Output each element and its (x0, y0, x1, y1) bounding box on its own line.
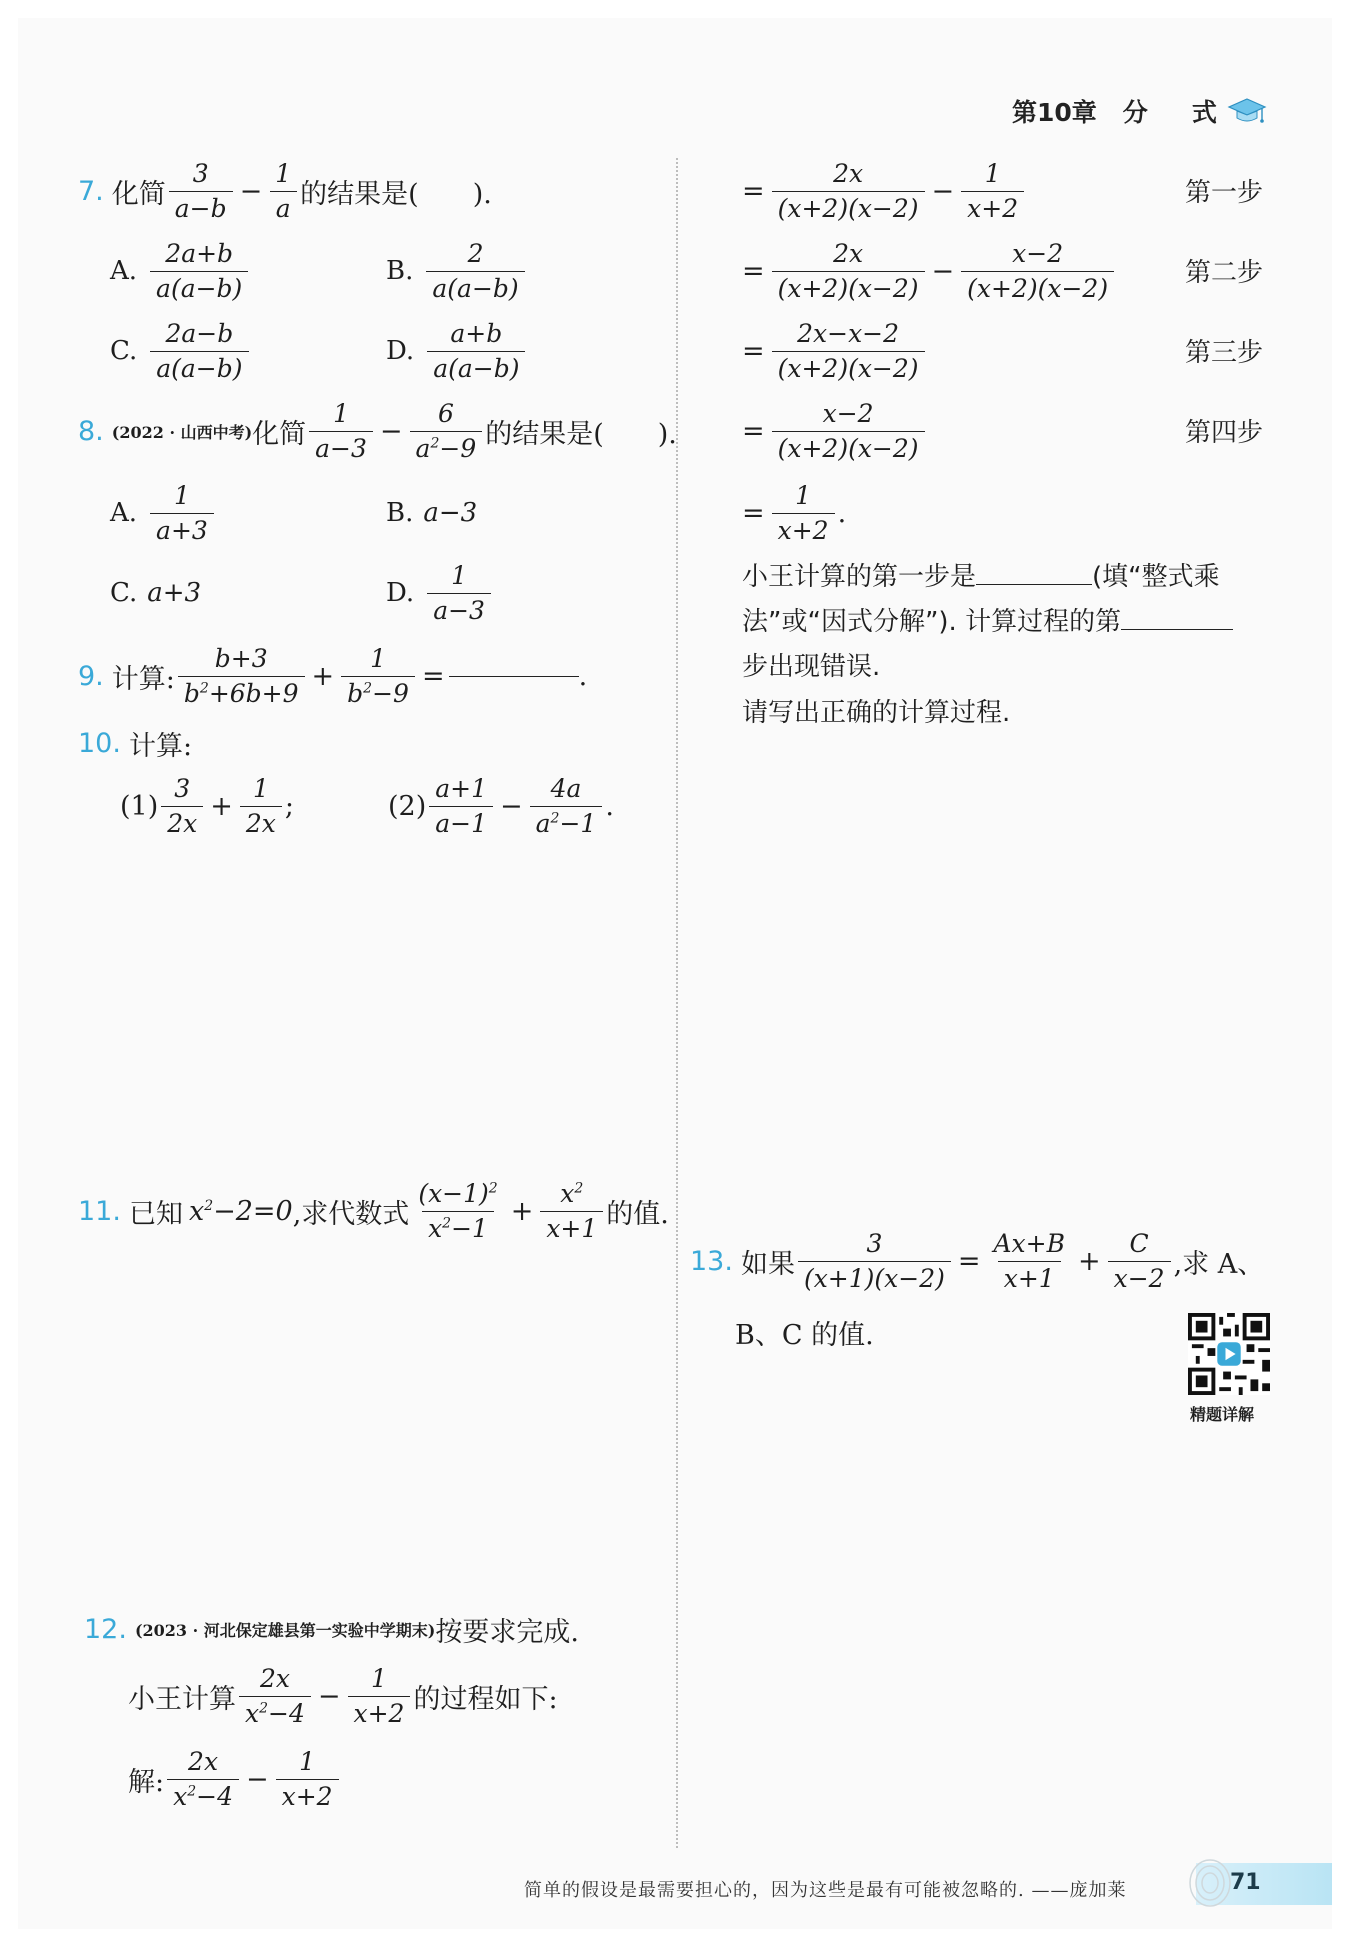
question-10 (78, 724, 192, 763)
option-expression: a+3 (147, 578, 202, 608)
rest: −4 (268, 1698, 305, 1728)
denominator: x+2 (961, 191, 1024, 223)
step-label: 第二步 (1185, 258, 1264, 288)
fraction (309, 400, 373, 462)
answer-blank-1[interactable] (976, 584, 1092, 585)
step-label: 第四步 (1185, 418, 1264, 448)
equals-sign: = (742, 335, 765, 367)
numerator: Ax+B (993, 1229, 1065, 1258)
option-c (110, 578, 201, 608)
denominator: (x+2)(x−2) (961, 271, 1114, 303)
question-10-part-2 (388, 775, 614, 837)
fraction (961, 160, 1024, 222)
numerator: 1 (371, 1664, 387, 1693)
fraction (269, 160, 297, 222)
base: b (183, 678, 200, 708)
option-b (386, 498, 477, 528)
denominator: a(a−b) (150, 351, 248, 383)
question-text: 已知 (128, 1198, 183, 1230)
denominator: (x+2)(x−2) (772, 351, 925, 383)
solution-step-1 (738, 160, 1027, 222)
denominator: a(a−b) (426, 271, 524, 303)
part-label: (2) (388, 790, 427, 822)
denominator: 2x (161, 806, 203, 838)
part-label: (1) (120, 790, 159, 822)
numerator: 4a (550, 774, 582, 803)
numerator: 1 (984, 159, 1001, 188)
option-c (110, 320, 252, 382)
fraction (772, 240, 925, 302)
base: x (188, 1195, 205, 1227)
fraction (239, 1665, 311, 1727)
exponent: 2 (574, 1180, 584, 1197)
numerator: 2x (259, 1664, 290, 1693)
fraction (988, 1230, 1071, 1292)
fraction (540, 1180, 603, 1242)
solution-label: 解: (128, 1766, 165, 1798)
question-12-prompt-line-4: 请写出正确的计算过程. (742, 698, 1011, 728)
fraction (772, 400, 925, 462)
fraction (348, 1665, 411, 1727)
question-text: 小王计算 (128, 1683, 236, 1715)
operator: + (1077, 1245, 1101, 1277)
question-12-prompt-line-2 (742, 601, 1233, 638)
spiral-icon (1188, 1858, 1232, 1908)
question-text: ,求 A、 (1173, 1248, 1265, 1280)
question-text: 的值. (606, 1198, 669, 1230)
denominator: a (270, 191, 297, 223)
rest: −2=0 (213, 1195, 293, 1227)
operator: + (210, 790, 233, 822)
chapter-label: 第10章 (1012, 98, 1097, 127)
numerator: 1 (275, 159, 292, 188)
question-12-solution-start (128, 1748, 342, 1810)
option-a (110, 482, 217, 544)
fraction (161, 775, 203, 837)
fraction (772, 160, 925, 222)
denominator: (x+2)(x−2) (772, 431, 925, 463)
denominator: a−3 (427, 593, 491, 625)
fraction (150, 482, 214, 544)
question-number: 12. (84, 1614, 127, 1645)
operator: − (931, 255, 955, 287)
denominator: x+2 (772, 513, 835, 545)
numerator: 1 (299, 1747, 316, 1776)
operator: − (239, 175, 263, 207)
prompt-text: (填“整式乘 (1092, 562, 1220, 592)
question-12-prompt-line-1 (742, 556, 1220, 593)
fraction (276, 1748, 339, 1810)
denominator (410, 431, 483, 463)
exponent: 2 (488, 1180, 498, 1197)
question-source: (2023 · 河北保定雄县第一实验中学期末) (134, 1621, 436, 1640)
option-label: B. (386, 256, 414, 286)
solution-final (738, 482, 846, 544)
option-label: D. (386, 336, 415, 366)
page-number: 71 (1230, 1870, 1261, 1895)
option-label: C. (110, 336, 138, 366)
solution-step-2 (738, 240, 1117, 302)
question-number: 13. (690, 1245, 733, 1277)
denominator: a−b (169, 191, 233, 223)
numerator: 2x (833, 159, 864, 188)
operator: − (931, 175, 955, 207)
numerator: 1 (173, 481, 190, 510)
denominator: 2x (240, 806, 282, 838)
numerator: 2 (467, 239, 484, 268)
chapter-title-char-2: 式 (1191, 98, 1217, 127)
question-number: 10. (78, 728, 121, 759)
denominator: x+1 (540, 1211, 603, 1243)
qr-code-icon[interactable] (1188, 1313, 1270, 1395)
question-number: 8. (78, 415, 104, 447)
numerator: 6 (437, 399, 454, 428)
denominator: a+3 (150, 513, 214, 545)
question-8 (78, 400, 677, 462)
numerator: x−2 (1012, 239, 1064, 268)
numerator: 2a+b (165, 239, 234, 268)
punctuation: ; (284, 790, 295, 822)
question-text: B、C 的值. (735, 1320, 874, 1351)
solution-step-3 (738, 320, 928, 382)
fraction (169, 160, 233, 222)
question-text: 计算: (128, 731, 193, 762)
operator: − (379, 415, 403, 447)
numerator: 1 (451, 561, 468, 590)
exponent: 2 (363, 680, 373, 697)
numerator: a+b (450, 319, 503, 348)
numerator: 1 (795, 481, 812, 510)
punctuation: . (605, 790, 614, 822)
denominator: a(a−b) (427, 351, 525, 383)
numerator: C (1129, 1229, 1149, 1258)
rest: −1 (559, 808, 597, 838)
denominator (239, 1696, 311, 1728)
denominator: (x+2)(x−2) (772, 271, 925, 303)
fraction (427, 320, 525, 382)
base: a (535, 808, 551, 838)
operator: − (246, 1763, 269, 1795)
question-11 (78, 1180, 669, 1242)
equals-sign: = (742, 255, 765, 287)
question-text: 的结果是( ). (485, 418, 677, 450)
question-number: 7. (78, 175, 104, 207)
denominator: (x+1)(x−2) (798, 1261, 951, 1293)
punctuation: . (837, 497, 847, 529)
question-text: 化简 (111, 178, 166, 210)
fraction (150, 320, 248, 382)
fraction (150, 240, 248, 302)
fraction (429, 775, 493, 837)
numerator (554, 1180, 589, 1211)
operator: + (510, 1195, 534, 1227)
option-b (386, 240, 528, 302)
question-13-line-2 (735, 1313, 874, 1352)
numerator: 3 (174, 774, 191, 803)
operator: + (311, 660, 335, 692)
option-label: C. (110, 578, 138, 608)
punctuation: . (578, 660, 588, 692)
condition (189, 1196, 293, 1227)
question-number: 9. (78, 660, 104, 692)
option-label: D. (386, 578, 415, 608)
footer-quote: 简单的假设是最需要担心的，因为这些是最有可能被忽略的. ——庞加莱 (524, 1880, 1127, 1901)
question-text: 化简 (252, 418, 307, 450)
rest: −9 (372, 678, 409, 708)
denominator: (x+2)(x−2) (772, 191, 925, 223)
chapter-title-char-1: 分 (1122, 98, 1148, 127)
exponent: 2 (187, 1783, 197, 1800)
question-10-part-1 (120, 775, 294, 837)
base: x (245, 1698, 260, 1728)
numerator: x−2 (822, 399, 874, 428)
solution-step-4 (738, 400, 928, 462)
qr-caption: 精题详解 (1190, 1405, 1255, 1424)
question-text: 如果 (740, 1248, 795, 1280)
equals-sign: = (742, 415, 765, 447)
numerator: 1 (333, 399, 349, 428)
question-text: 的结果是( ). (300, 178, 492, 210)
denominator: x+1 (998, 1261, 1061, 1293)
prompt-text: 小王计算的第一步是 (742, 562, 977, 592)
denominator: x+2 (348, 1696, 411, 1728)
equals-sign: = (742, 497, 765, 529)
exponent: 2 (430, 435, 440, 452)
question-9 (78, 645, 587, 707)
numerator: a+1 (435, 774, 488, 803)
fraction (961, 240, 1114, 302)
graduation-cap-icon (1227, 96, 1267, 126)
question-text: 的过程如下: (413, 1683, 558, 1715)
fraction (427, 562, 491, 624)
exponent: 2 (550, 810, 560, 827)
numerator: 2x (188, 1747, 219, 1776)
question-7 (78, 160, 492, 222)
rest: −9 (439, 433, 477, 463)
option-label: B. (386, 498, 414, 528)
fraction (772, 320, 925, 382)
option-label: A. (110, 498, 138, 528)
answer-blank[interactable] (449, 676, 579, 677)
rest: −1 (451, 1213, 488, 1243)
denominator (422, 1211, 494, 1243)
exponent: 2 (259, 1700, 269, 1717)
fraction (178, 645, 305, 707)
option-d (386, 562, 494, 624)
question-text: ,求代数式 (292, 1198, 410, 1230)
fraction (772, 482, 835, 544)
chapter-header (1012, 93, 1267, 129)
fraction (412, 1180, 503, 1242)
fraction (410, 400, 483, 462)
base: (x−1) (418, 1179, 489, 1208)
base: b (347, 678, 364, 708)
operator: − (317, 1680, 341, 1712)
equals-sign: = (957, 1245, 981, 1277)
step-label: 第三步 (1185, 338, 1264, 368)
option-expression: a−3 (423, 498, 478, 528)
denominator: x+2 (276, 1779, 339, 1811)
exponent: 2 (442, 1215, 452, 1232)
option-a (110, 240, 251, 302)
prompt-text: 法”或“因式分解”). 计算过程的第 (742, 607, 1122, 637)
question-12-prompt-line-3: 步出现错误. (742, 652, 881, 682)
base: x (560, 1179, 575, 1208)
numerator: 1 (370, 644, 386, 673)
fraction (240, 775, 282, 837)
exponent: 2 (199, 680, 209, 697)
equals-sign: = (421, 660, 445, 692)
answer-blank-2[interactable] (1121, 629, 1233, 630)
fraction (341, 645, 415, 707)
denominator (178, 676, 305, 708)
equals-sign: = (742, 175, 765, 207)
numerator: 2a−b (165, 319, 234, 348)
numerator: 1 (252, 774, 269, 803)
fraction (426, 240, 524, 302)
option-label: A. (110, 256, 138, 286)
rest: −4 (196, 1781, 233, 1811)
question-13 (690, 1230, 1264, 1292)
denominator (530, 806, 603, 838)
numerator: 2x−x−2 (797, 319, 900, 348)
rest: +6b+9 (208, 678, 299, 708)
question-12-line-1 (128, 1665, 558, 1727)
denominator (167, 1779, 239, 1811)
question-number: 11. (78, 1195, 121, 1227)
fraction (798, 1230, 951, 1292)
denominator: a(a−b) (150, 271, 248, 303)
operator: − (500, 790, 523, 822)
numerator: 3 (192, 159, 209, 188)
step-label: 第一步 (1185, 178, 1264, 208)
question-text: 计算: (111, 663, 175, 695)
fraction (530, 775, 603, 837)
fraction (167, 1748, 239, 1810)
question-text: 按要求完成. (435, 1617, 579, 1648)
numerator: 2x (833, 239, 864, 268)
option-d (386, 320, 528, 382)
numerator: b+3 (214, 644, 268, 673)
question-12 (84, 1610, 579, 1649)
denominator: x−2 (1108, 1261, 1171, 1293)
fraction (1108, 1230, 1171, 1292)
base: a (415, 433, 431, 463)
numerator (412, 1180, 503, 1211)
denominator: a−1 (429, 806, 493, 838)
numerator: 3 (866, 1229, 883, 1258)
denominator: a−3 (309, 431, 373, 463)
question-source: (2022 · 山西中考) (111, 422, 253, 442)
base: x (428, 1213, 443, 1243)
base: x (173, 1781, 188, 1811)
denominator (341, 676, 415, 708)
exponent: 2 (204, 1197, 214, 1214)
